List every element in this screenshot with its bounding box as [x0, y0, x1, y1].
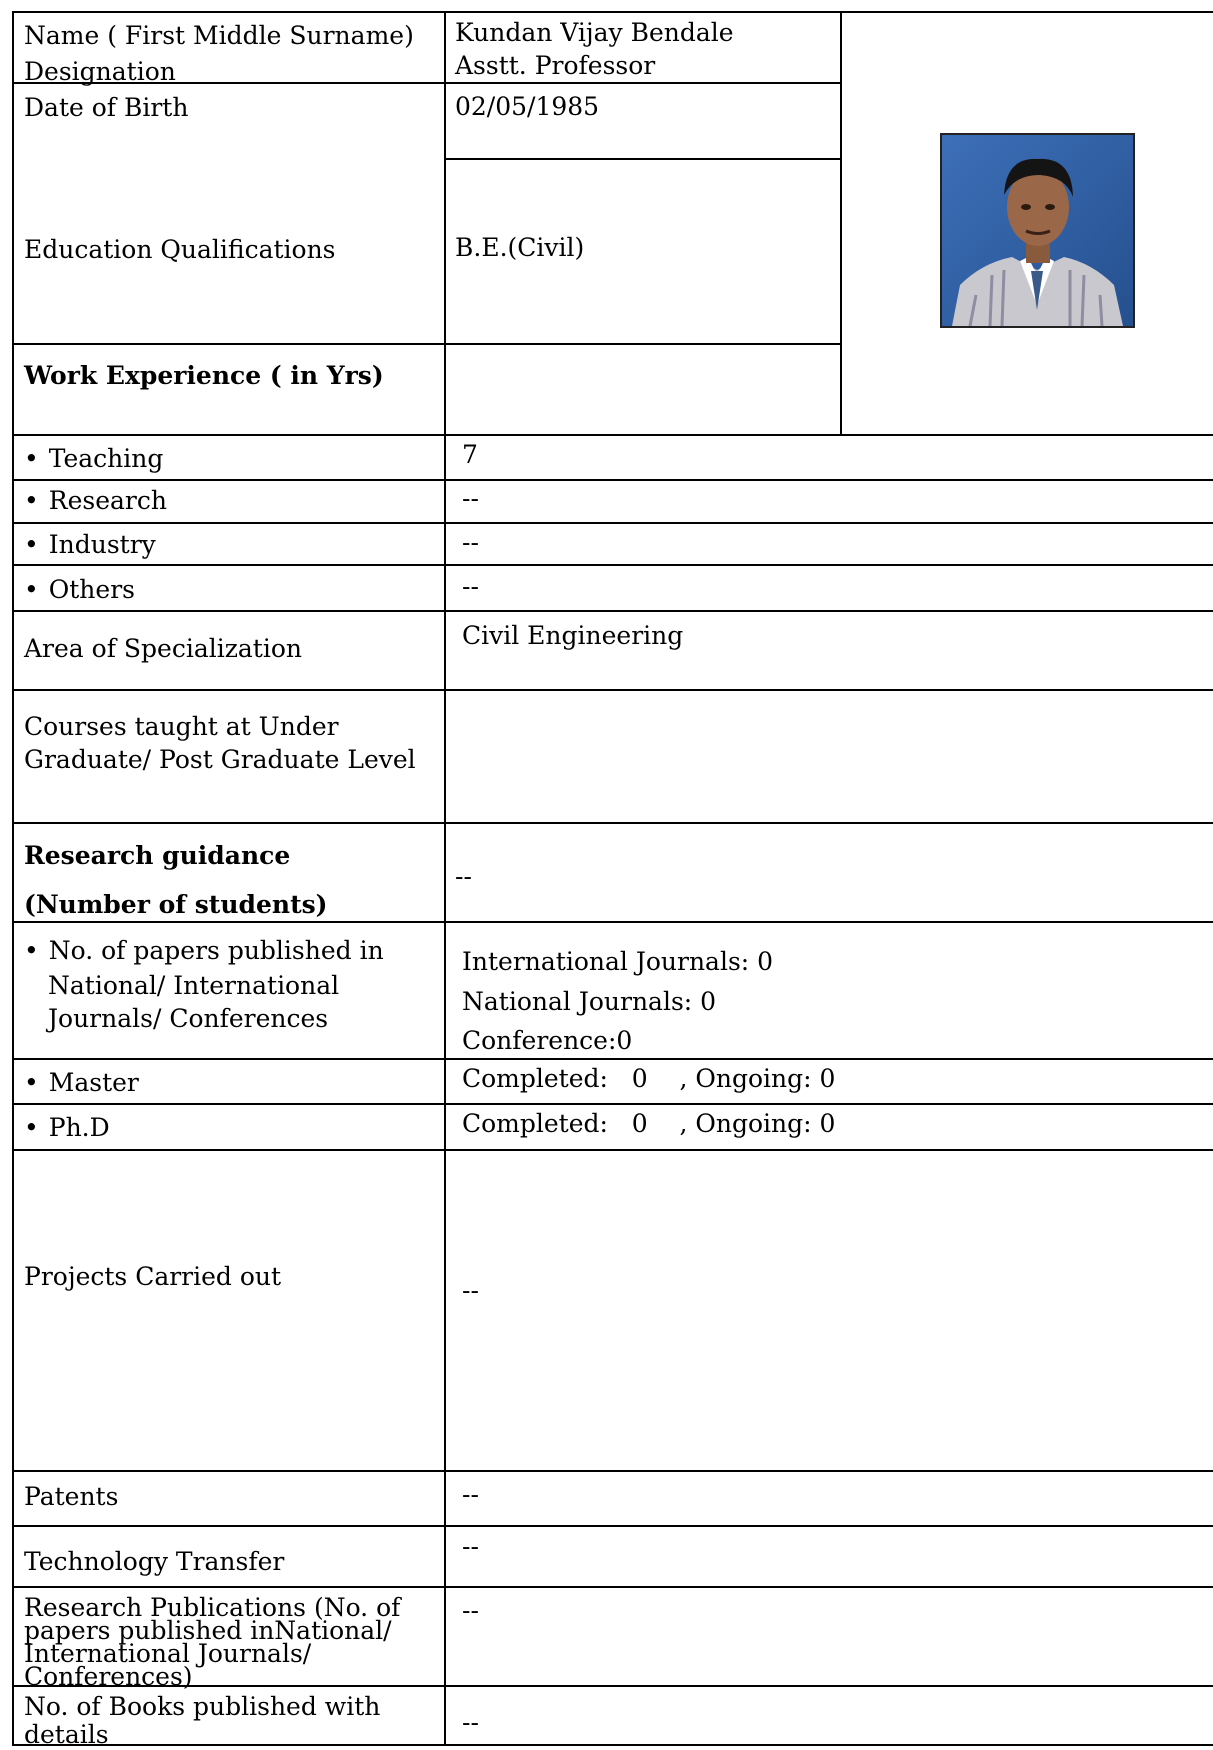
table-border: [12, 1058, 1213, 1060]
education-label: Education Qualifications: [24, 235, 336, 264]
patents-label: Patents: [24, 1482, 119, 1511]
others-label: • Others: [24, 575, 135, 605]
dob-label: Date of Birth: [24, 93, 189, 122]
tech-transfer-label: Technology Transfer: [24, 1547, 285, 1576]
table-border: [12, 1103, 1213, 1105]
papers-conference: Conference:0: [462, 1026, 633, 1055]
table-border: [12, 11, 14, 1746]
tech-transfer-value: --: [462, 1532, 479, 1561]
table-border: [445, 158, 841, 160]
name-value: Kundan Vijay Bendale: [455, 18, 734, 47]
work-experience-label: Work Experience ( in Yrs): [24, 361, 384, 390]
papers-label-line1: • No. of papers published in: [24, 936, 384, 966]
table-border: [12, 479, 1213, 481]
research-guidance-label-line1: Research guidance: [24, 841, 291, 870]
patents-value: --: [462, 1480, 479, 1509]
table-border: [840, 11, 842, 436]
papers-label-line2: National/ International: [48, 971, 340, 1000]
table-border: [444, 11, 446, 1746]
name-label: Name ( First Middle Surname): [24, 21, 414, 50]
table-border: [12, 522, 1213, 524]
phd-value: Completed: 0 , Ongoing: 0: [462, 1109, 836, 1138]
publications-value: --: [462, 1596, 479, 1625]
table-border: [12, 610, 1213, 612]
table-border: [12, 11, 1213, 13]
publications-label-line4: Conferences): [24, 1662, 193, 1691]
table-border: [12, 921, 1213, 923]
teaching-label: • Teaching: [24, 444, 163, 474]
publications-label-line1: Research Publications (No. of: [24, 1593, 401, 1622]
table-border: [12, 564, 1213, 566]
table-border: [12, 434, 1213, 436]
specialization-value: Civil Engineering: [462, 621, 684, 650]
papers-international: International Journals: 0: [462, 947, 774, 976]
table-border: [12, 1470, 1213, 1472]
industry-value: --: [462, 528, 479, 557]
research-value: --: [462, 484, 479, 513]
phd-label: • Ph.D: [24, 1113, 110, 1143]
table-border: [12, 1149, 1213, 1151]
profile-photo: [940, 133, 1135, 328]
papers-label-line3: Journals/ Conferences: [48, 1004, 329, 1033]
table-border: [12, 822, 1213, 824]
books-label-line2: details: [24, 1720, 109, 1749]
research-guidance-label-line2: (Number of students): [24, 890, 328, 919]
table-border: [12, 1525, 1213, 1527]
courses-label-line1: Courses taught at Under: [24, 712, 339, 741]
industry-label: • Industry: [24, 530, 156, 560]
specialization-label: Area of Specialization: [24, 634, 302, 663]
projects-label: Projects Carried out: [24, 1262, 282, 1291]
education-value: B.E.(Civil): [455, 233, 585, 262]
projects-value: --: [462, 1276, 479, 1305]
designation-value: Asstt. Professor: [455, 51, 656, 80]
books-value: --: [462, 1708, 479, 1737]
designation-label: Designation: [24, 57, 176, 86]
publications-label-line2: papers published inNational/: [24, 1616, 392, 1645]
publications-label-line3: International Journals/: [24, 1639, 312, 1668]
dob-value: 02/05/1985: [455, 92, 600, 121]
teaching-value: 7: [462, 440, 478, 469]
courses-label-line2: Graduate/ Post Graduate Level: [24, 745, 416, 774]
table-border: [12, 689, 1213, 691]
master-label: • Master: [24, 1068, 139, 1098]
research-guidance-value: --: [455, 862, 472, 891]
table-border: [12, 1586, 1213, 1588]
others-value: --: [462, 572, 479, 601]
books-label-line1: No. of Books published with: [24, 1692, 381, 1721]
research-label: • Research: [24, 486, 167, 516]
papers-national: National Journals: 0: [462, 987, 717, 1016]
table-border: [12, 1744, 1213, 1746]
master-value: Completed: 0 , Ongoing: 0: [462, 1064, 836, 1093]
table-border: [12, 343, 841, 345]
